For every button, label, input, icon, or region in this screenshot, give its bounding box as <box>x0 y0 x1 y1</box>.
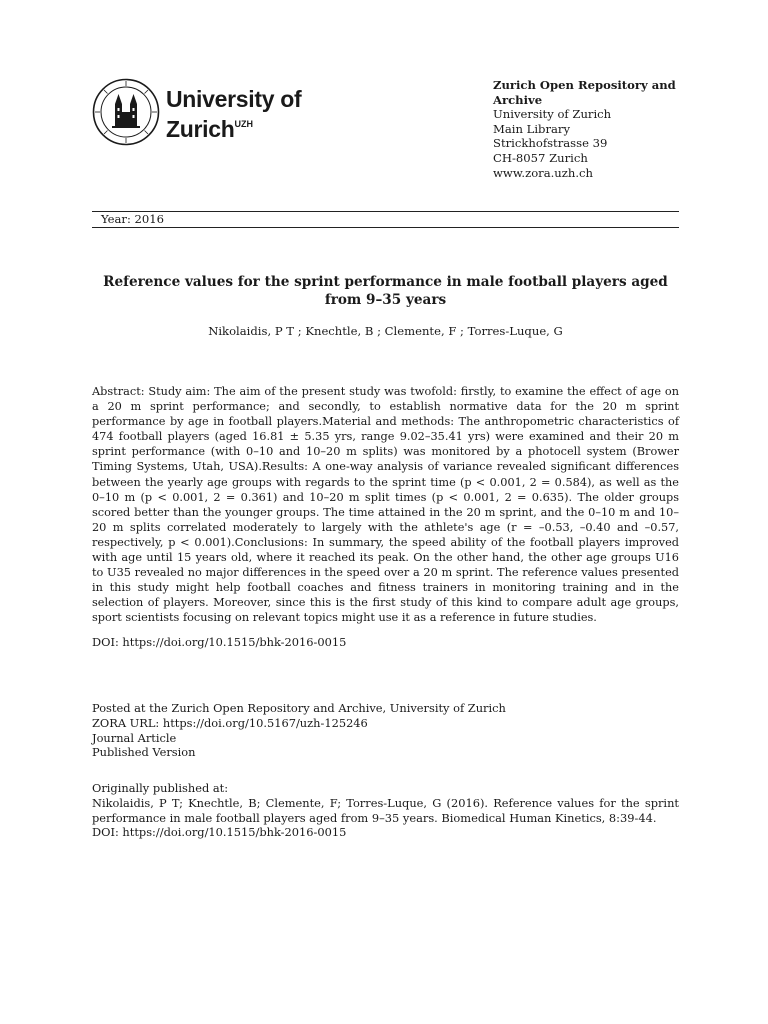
top-rule <box>92 211 679 212</box>
contact-website: www.zora.uzh.ch <box>493 165 593 180</box>
original-doi: DOI: https://doi.org/10.1515/bhk-2016-0015 <box>92 825 347 840</box>
repository-contact <box>493 78 676 180</box>
original-publication <box>92 781 679 840</box>
university-name-line2: Zurich$^{UZH}$ <box>166 116 253 142</box>
university-name-line1: University of <box>166 86 302 112</box>
version: Published Version <box>92 745 196 760</box>
posting-info <box>92 701 679 760</box>
repository-name-line1: Zurich Open Repository and <box>493 78 676 92</box>
contact-library: Main Library <box>493 121 571 136</box>
university-seal-icon <box>92 78 160 146</box>
university-logo <box>92 78 322 146</box>
item-type: Journal Article <box>92 730 177 745</box>
bottom-rule <box>92 227 679 228</box>
contact-city: CH-8057 Zurich <box>493 150 588 165</box>
zora-url: ZORA URL: https://doi.org/10.5167/uzh-125246 <box>92 715 368 730</box>
contact-university: University of Zurich <box>493 107 612 122</box>
repository-name-line2: Archive <box>493 92 543 107</box>
paper-authors: Nikolaidis, P T ; Knechtle, B ; Clemente, F ; Torres-Luque, G <box>208 324 563 338</box>
paper-abstract: Abstract: Study aim: The aim of the present study was twofold: firstly, to examine the effect of age on a 20 m sprint performance; and secondly, to establish normative data for the 20 m sprint performance by age in football players.Material and methods: The anthropometric characteristics of 474 football players (aged 16.81 ± 5.35 yrs, range 9.02–35.41 yrs) were examined and their 20 m sprint performance (with 0–10 and 10–20 m splits) was monitored by a photocell system (Brower Timing Systems, Utah, USA).Results: A one-way analysis of variance revealed significant differences between the yearly age groups with regards to the sprint time (p < 0.001, 2 = 0.584), as well as the 0–10 m (p < 0.001, 2 = 0.361) and 10–20 m split times (p < 0.001, 2 = 0.635). The older groups scored better than the younger groups. The time attained in the 20 m sprint, and the 0–10 m and 10–20 m splits correlated moderately to largely with the athlete's age (r = –0.53, –0.40 and –0.57, respectively, p < 0.001).Conclusions: In summary, the speed ability of the football players improved with age until 15 years old, where it reached its peak. On the other hand, the other age groups U16 to U35 revealed no major differences in the speed over a 20 m sprint. The reference values presented in this study might help football coaches and fitness trainers in monitoring training and in the selection of players. Moreover, since this is the first study of this kind to compare adult age groups, sport scientists focusing on relevant topics might use it as a reference in future studies. <box>92 385 679 625</box>
posting-line: Posted at the Zurich Open Repository and Archive, University of Zurich <box>92 701 506 715</box>
university-name <box>166 87 301 142</box>
paper-doi: DOI: https://doi.org/10.1515/bhk-2016-0015 <box>92 635 347 649</box>
paper-title: Reference values for the sprint performance in male football players aged from 9–35 years <box>103 274 668 308</box>
contact-street: Strickhofstrasse 39 <box>493 136 608 151</box>
year-label: Year: 2016 <box>101 212 165 226</box>
uzh-superscript: UZH <box>234 119 253 129</box>
original-heading: Originally published at: <box>92 781 229 795</box>
original-citation: Nikolaidis, P T; Knechtle, B; Clemente, F; Torres-Luque, G (2016). Reference values for the sprint performance in male football players aged from 9–35 years. Biomedical Human Kinetics, 8:39-44. <box>92 795 679 825</box>
